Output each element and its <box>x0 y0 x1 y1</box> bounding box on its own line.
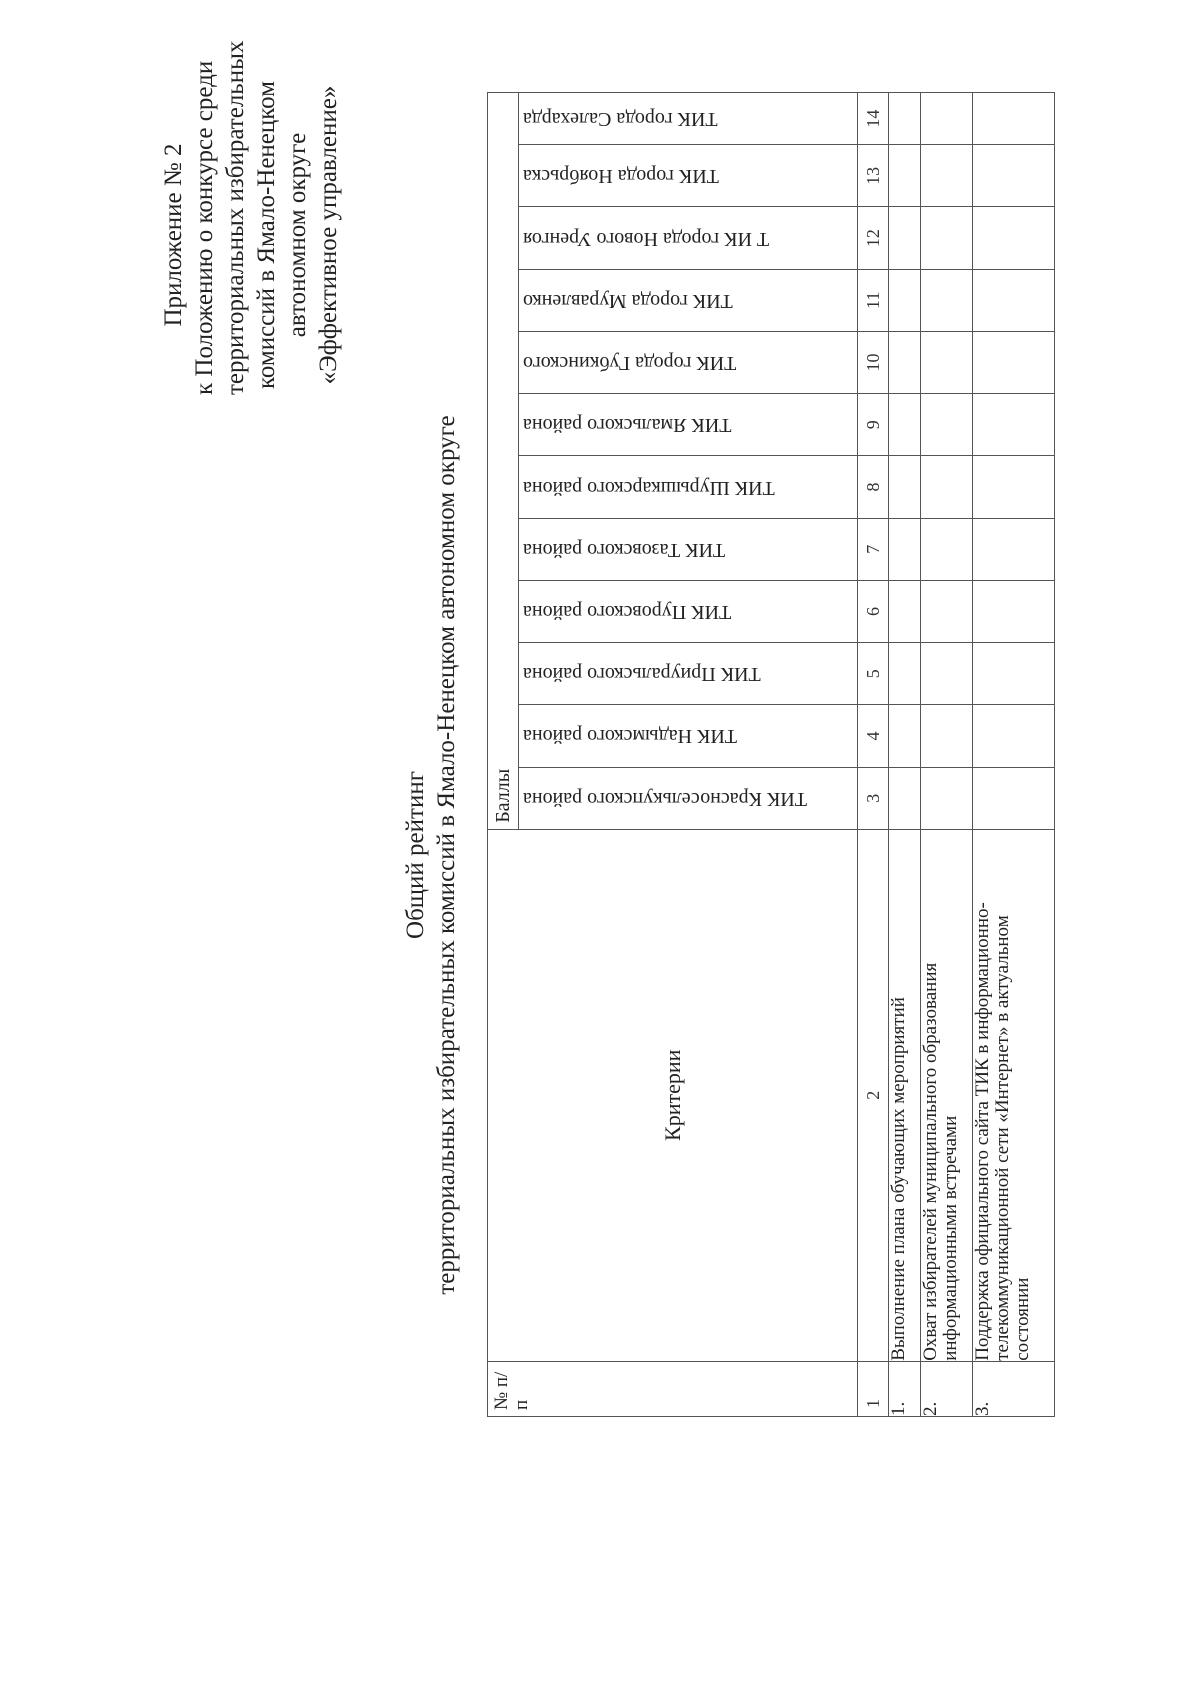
score-cell <box>889 207 921 269</box>
commission-header <box>519 643 858 705</box>
commission-header <box>519 518 858 580</box>
score-cell <box>889 331 921 393</box>
appendix-header <box>158 40 344 395</box>
commission-name: ТИК города Ноябрьска <box>523 165 719 188</box>
score-cell <box>889 269 921 331</box>
row-criterion: Поддержка официального сайта ТИК в информационно-телекоммуникационной сети «Интернет» в актуальном состоянии <box>973 829 1055 1361</box>
commission-name: Т ИК города Нового Уренгоя <box>523 227 770 250</box>
commission-header <box>519 145 858 207</box>
column-number: 4 <box>858 705 889 767</box>
score-cell <box>889 580 921 642</box>
column-number: 14 <box>858 93 889 145</box>
column-number: 3 <box>858 767 889 829</box>
score-cell <box>921 145 973 207</box>
column-number: 6 <box>858 580 889 642</box>
score-cell <box>889 145 921 207</box>
title-line-1: Общий рейтинг <box>402 771 429 939</box>
score-cell <box>921 394 973 456</box>
commission-name: ТИК Красноселькупского района <box>523 787 807 810</box>
column-number-row <box>858 93 889 1417</box>
column-number: 1 <box>858 1361 889 1416</box>
commission-header <box>519 580 858 642</box>
score-cell <box>921 643 973 705</box>
column-number: 7 <box>858 518 889 580</box>
score-cell <box>973 580 1055 642</box>
scores-header: Баллы <box>488 93 519 830</box>
rating-table <box>487 92 1055 1417</box>
score-cell <box>921 767 973 829</box>
score-cell <box>921 93 973 145</box>
score-cell <box>921 456 973 518</box>
commission-header <box>519 394 858 456</box>
table-row <box>921 93 973 1417</box>
column-number: 9 <box>858 394 889 456</box>
commission-header <box>519 456 858 518</box>
score-cell <box>973 643 1055 705</box>
row-number: 2. <box>921 1361 973 1416</box>
num-header: № п/п <box>488 1361 858 1416</box>
commission-header <box>519 767 858 829</box>
document-title <box>400 255 462 1455</box>
column-number: 8 <box>858 456 889 518</box>
commission-header <box>519 93 858 145</box>
column-number: 12 <box>858 207 889 269</box>
score-cell <box>973 93 1055 145</box>
score-cell <box>889 518 921 580</box>
commission-header <box>519 331 858 393</box>
column-number: 2 <box>858 829 889 1361</box>
commission-header <box>519 705 858 767</box>
commission-name: ТИК города Муравленко <box>523 289 733 312</box>
commission-name: ТИК Ямальского района <box>523 414 732 437</box>
score-cell <box>921 269 973 331</box>
column-number: 5 <box>858 643 889 705</box>
score-cell <box>889 705 921 767</box>
score-cell <box>973 456 1055 518</box>
score-cell <box>921 705 973 767</box>
appendix-line: автономном округе <box>284 132 311 338</box>
column-number: 11 <box>858 269 889 331</box>
score-cell <box>973 145 1055 207</box>
commission-name: ТИК Пуровского района <box>523 600 732 623</box>
score-cell <box>889 643 921 705</box>
commission-name: ТИК города Салехарда <box>523 108 718 131</box>
appendix-line: Приложение № 2 <box>160 143 187 327</box>
appendix-line: к Положению о конкурсе среди <box>191 60 218 395</box>
score-cell <box>889 767 921 829</box>
row-number: 1. <box>889 1361 921 1416</box>
appendix-line: территориальных избирательных <box>222 40 249 395</box>
criteria-header: Критерии <box>488 829 858 1361</box>
appendix-line: комиссий в Ямало-Ненецком <box>253 80 280 390</box>
score-cell <box>921 580 973 642</box>
commission-name: ТИК города Губкинского <box>523 352 737 375</box>
score-cell <box>889 394 921 456</box>
score-cell <box>973 767 1055 829</box>
appendix-line: «Эффективное управление» <box>315 85 342 385</box>
score-cell <box>889 456 921 518</box>
score-cell <box>973 269 1055 331</box>
score-cell <box>889 93 921 145</box>
row-criterion: Охват избирателей муниципального образования информационными встречами <box>921 829 973 1361</box>
column-number: 10 <box>858 331 889 393</box>
commission-name: ТИК Надымского района <box>523 725 738 748</box>
table-row <box>973 93 1055 1417</box>
score-cell <box>921 518 973 580</box>
row-number: 3. <box>973 1361 1055 1416</box>
score-cell <box>921 331 973 393</box>
commission-name: ТИК Тазовского района <box>523 538 726 561</box>
table-row <box>889 93 921 1417</box>
commission-name: ТИК Приуральского района <box>523 663 761 686</box>
score-cell <box>921 207 973 269</box>
score-cell <box>973 394 1055 456</box>
commission-name: ТИК Шурышкарского района <box>523 476 775 499</box>
score-cell <box>973 518 1055 580</box>
score-cell <box>973 207 1055 269</box>
title-line-2: территориальных избирательных комиссий в Ямало-Ненецком автономном округе <box>433 415 460 1295</box>
row-criterion: Выполнение плана обучающих мероприятий <box>889 829 921 1361</box>
column-number: 13 <box>858 145 889 207</box>
commission-header <box>519 269 858 331</box>
score-cell <box>973 331 1055 393</box>
score-cell <box>973 705 1055 767</box>
commission-header <box>519 207 858 269</box>
